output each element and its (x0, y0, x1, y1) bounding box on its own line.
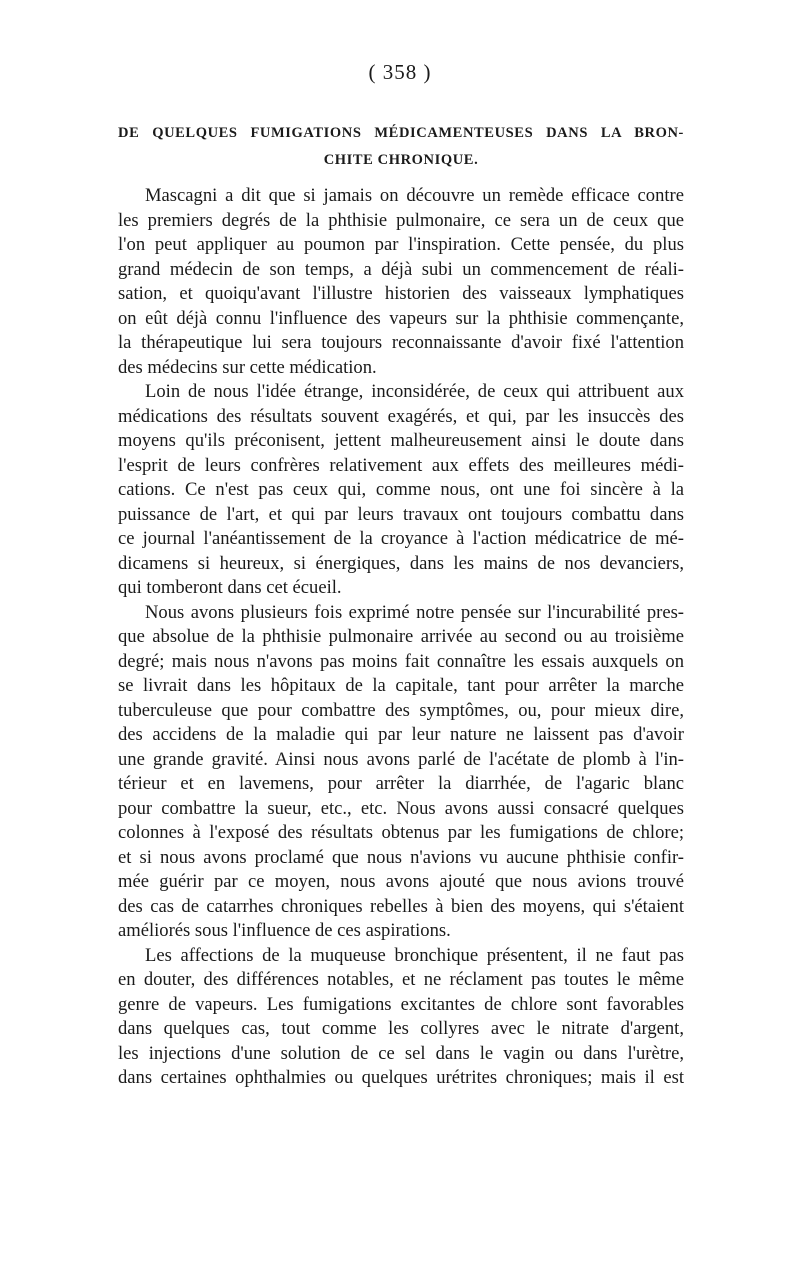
article-title-line: CHITE CHRONIQUE. (323, 152, 479, 168)
text-line: Loin de nous l'idée étrange, inconsidérée, de ceux qui attribuent aux (145, 381, 684, 402)
text-line: des accidens de la maladie qui par leur nature ne laissent pas d'avoir (118, 724, 684, 745)
text-line: puissance de l'art, et qui par leurs travaux ont toujours combattu dans (118, 503, 684, 525)
text-line: dans certaines ophthalmies ou quelques urétrites chroniques; mais il est (118, 1067, 684, 1088)
text-line: moyens qu'ils préconisent, jettent malheureusement ainsi le doute dans (118, 430, 684, 451)
paragraph (118, 184, 684, 380)
text-line: que absolue de la phthisie pulmonaire arrivée au second ou au troisième (118, 626, 684, 647)
text-line: cations. Ce n'est pas ceux qui, comme nous, ont une foi sincère à la (118, 479, 684, 500)
text-line: colonnes à l'exposé des résultats obtenus par les fumigations de chlore; (118, 822, 684, 843)
text-line: améliorés sous l'influence de ces aspirations. (118, 920, 451, 941)
text-line: une grande gravité. Ainsi nous avons parlé de l'acétate de plomb à l'in- (118, 748, 684, 770)
paragraph (118, 380, 684, 601)
text-line: en douter, des différences notables, et ne réclament pas toutes le même (118, 969, 684, 990)
text-line: qui tomberont dans cet écueil. (118, 577, 342, 598)
text-line: Les affections de la muqueuse bronchique présentent, il ne faut pas (145, 944, 684, 966)
article-title-line: DE QUELQUES FUMIGATIONS MÉDICAMENTEUSES DANS LA BRON- (118, 125, 684, 141)
text-line: dicamens si heureux, si énergiques, dans les mains de nos devanciers, (118, 552, 684, 574)
text-line: la thérapeutique lui sera toujours reconnaissante d'avoir fixé l'attention (118, 332, 684, 353)
text-line: degré; mais nous n'avons pas moins fait connaître les essais auxquels on (118, 650, 684, 672)
text-line: térieur et en lavemens, pour arrêter la diarrhée, de l'agaric blanc (118, 773, 684, 794)
text-line: l'on peut appliquer au poumon par l'inspiration. Cette pensée, du plus (118, 234, 684, 255)
text-line: genre de vapeurs. Les fumigations excitantes de chlore sont favorables (118, 993, 684, 1015)
text-line: Nous avons plusieurs fois exprimé notre pensée sur l'incurabilité pres- (145, 601, 684, 623)
text-line: les injections d'une solution de ce sel dans le vagin ou dans l'urètre, (118, 1042, 684, 1064)
paragraph (118, 944, 684, 1091)
text-line: des médecins sur cette médication. (118, 356, 377, 378)
page-number: ( 358 ) (368, 60, 432, 84)
text-line: grand médecin de son temps, a déjà subi un commencement de réali- (118, 258, 684, 280)
article-title (118, 120, 684, 174)
text-line: pour combattre la sueur, etc., etc. Nous avons aussi consacré quelques (118, 797, 684, 819)
text-line: mée guérir par ce moyen, nous avons ajouté que nous avions trouvé (118, 871, 684, 892)
text-line: l'esprit de leurs confrères relativement aux effets des meilleures médi- (118, 454, 684, 476)
text-line: sation, et quoiqu'avant l'illustre historien des vaisseaux lymphatiques (118, 283, 684, 304)
text-line: se livrait dans les hôpitaux de la capitale, tant pour arrêter la marche (118, 675, 684, 696)
text-line: on eût déjà connu l'influence des vapeurs sur la phthisie commençante, (118, 307, 684, 329)
text-line: Mascagni a dit que si jamais on découvre un remède efficace contre (145, 185, 684, 206)
text-line: médications des résultats souvent exagérés, et qui, par les insuccès des (118, 405, 684, 427)
text-line: les premiers degrés de la phthisie pulmonaire, ce sera un de ceux que (118, 209, 684, 231)
text-line: tuberculeuse que pour combattre des symptômes, ou, pour mieux dire, (118, 699, 684, 721)
article-body (118, 184, 684, 1091)
text-line: ce journal l'anéantissement de la croyance à l'action médicatrice de mé- (118, 528, 684, 549)
paragraph (118, 601, 684, 944)
text-line: des cas de catarrhes chroniques rebelles à bien des moyens, qui s'étaient (118, 895, 684, 917)
text-line: dans quelques cas, tout comme les collyres avec le nitrate d'argent, (118, 1018, 684, 1039)
text-line: et si nous avons proclamé que nous n'avions vu aucune phthisie confir- (118, 846, 684, 868)
